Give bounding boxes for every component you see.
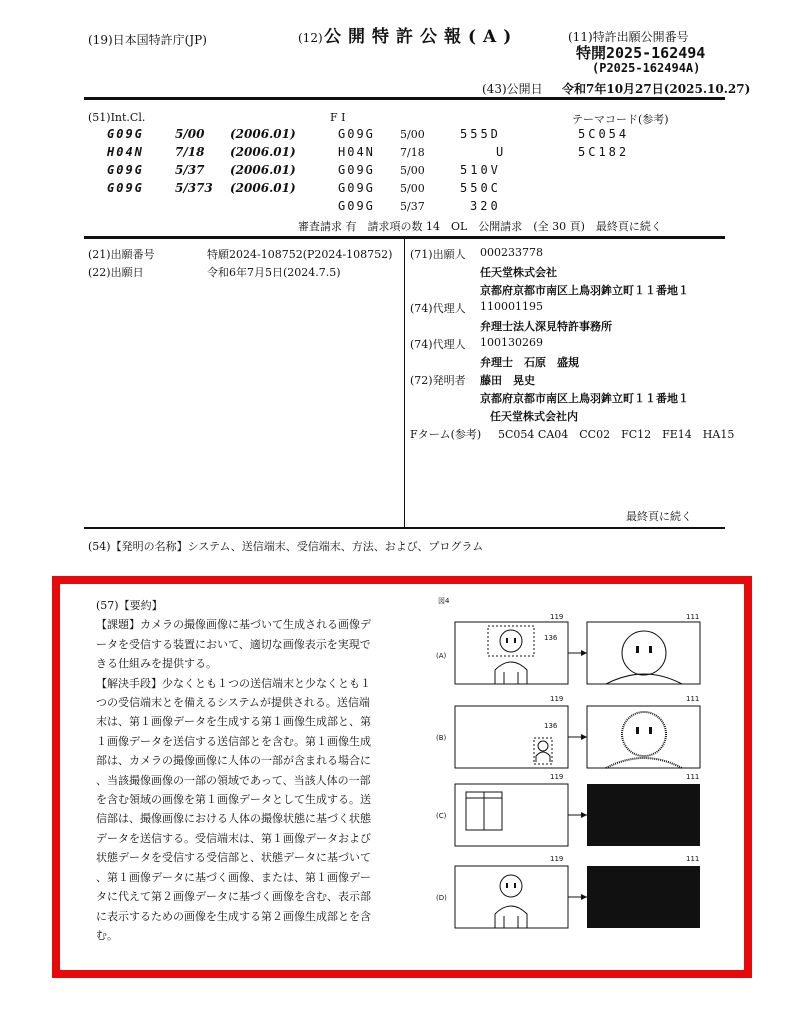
pubdate-label: (43)公開日 xyxy=(482,82,543,96)
ref-111: 111 xyxy=(686,613,700,621)
applicant-id: 000233778 xyxy=(480,246,543,259)
agent-label: (74)代理人 xyxy=(410,338,466,351)
enlarged-head xyxy=(622,712,666,756)
enlarged-shoulders xyxy=(606,758,682,768)
abstract-line: (57)【要約】 xyxy=(96,599,163,612)
ref-119: 119 xyxy=(550,855,564,863)
abstract-line: １画像データを送信する送信部とを含む。第１画像生成 xyxy=(96,734,371,748)
row-label: (B) xyxy=(436,734,447,742)
abstract-highlight-box xyxy=(52,576,752,978)
fterm-codes: 5C054 CA04 CC02 FC12 FE14 HA15 xyxy=(498,428,735,441)
camera-image-frame xyxy=(455,784,568,846)
pubno-label: (11)特許出願公開番号 xyxy=(568,30,689,44)
person-body xyxy=(536,752,550,762)
ref-111: 111 xyxy=(686,773,700,781)
publication-number-alt: (P2025-162494A) xyxy=(592,61,701,75)
patent-page: (19)日本国特許庁(JP) (12) 公開特許公報(A) (11)特許出願公開番号 特開2025-162494 (P2025-162494A) (43)公開日 令和7年10月27日(2025.10.27) (51)Int.Cl. F I テーマコード(参考) G09G 5/00 (2006.01) H04N 7/18 (2006.01) G09G 5/37 (2006.01) G09G 5/373 (2006.01) G09G 5/00 555D H04N 7/18 U G09G 5/00 510V G09G 5/00 550C G09G 5/37 320 5C054 5C182 審査請求 有 請求項の数 14 OL 公開請求 (全 30 頁) 最終頁に続く (21)出願番号 特願2024-108752(P2024-108752) (22)出願日 令和6年7月5日(2024.7.5) (71)出願人 000233778 任天堂株式会社 京都府京都市南区上鳥羽鉾立町１１番地１ (74)代理人 110001195 弁理士法人深見特許事務所 (74)代理人 100130269 弁理士 石原 盛規 (72)発明者 藤田 晃史 京都府京都市南区上鳥羽鉾立町１１番地１ 任天堂株式会社内 Fターム(参考) 5C054 CA04 CC02 FC12 FE14 HA15 最終頁に続く (54)【発明の名称】システム、送信端末、受信端末、方法、および、プログラム (57)【要約】 【課題】カメラの撮像画像に基づいて生成される画像デ ータを受信する装置において、適切な画像表示を実現で きる仕組みを提供する。 【解決手段】少なくとも１つの送信端末と少なくとも１ つの受信端末とを備えるシステムが提供される。送信端 末は、第１画像データを生成する第１画像生成部と、第 １画像データを送信する送信部とを含む。第１画像生成 部は、カメラの撮像画像に人体の一部が含まれる場合に 、当該撮像画像の一部の領域であって、当該人体の一部 を含む領域の画像を第１画像データとして生成する。送 信部は、撮像画像における人体の撮像状態に基づく状態 データを送信する。受信端末は、第１画像データおよび 状態データを受信する受信部と、状態データに基づいて 、第１画像データに基づく画像、または、第１画像デー タに代えて第２画像データに基づく画像を含む、表示部 に表示するための画像を生成する第２画像生成部とを含 む。 図4 (A) (B) (C) (D) 119 111 136 119 111 136 119 111 119 111 xyxy=(0,0,807,1024)
display-frame xyxy=(587,706,700,768)
person-body xyxy=(495,662,527,684)
arrow-head xyxy=(581,734,587,740)
abstract-line: に表示するための画像を生成する第２画像生成部とを含 xyxy=(96,909,371,923)
examination-line: 審査請求 有 請求項の数 14 OL 公開請求 (全 30 頁) 最終頁に続く xyxy=(298,220,662,233)
abstract-line: ータを受信する装置において、適切な画像表示を実現で xyxy=(96,637,371,651)
person-head xyxy=(500,630,522,652)
inventor-label: (72)発明者 xyxy=(410,374,466,387)
abstract-line: 状態データを受信する受信部と、状態データに基づいて xyxy=(96,851,371,865)
applicant-name: 任天堂株式会社 xyxy=(480,266,557,279)
header-rule xyxy=(84,97,725,100)
ref-119: 119 xyxy=(550,695,564,703)
publication-date: 令和7年10月27日(2025.10.27) xyxy=(562,82,751,96)
abstract-line: 【解決手段】少なくとも１つの送信端末と少なくとも１ xyxy=(96,676,371,690)
arrow-head xyxy=(581,650,587,656)
invention-title: (54)【発明の名称】システム、送信端末、受信端末、方法、および、プログラム xyxy=(88,540,484,553)
camera-image-frame xyxy=(455,706,568,768)
parties-rule xyxy=(84,527,725,529)
abstract-line: データを送信する。受信端末は、第１画像データおよび xyxy=(96,831,371,845)
abstract-line: 、第１画像データに基づく画像、または、第１画像デー xyxy=(96,870,371,884)
column-divider xyxy=(404,239,405,527)
figure-drawing xyxy=(60,584,744,970)
agent-name: 弁理士法人深見特許事務所 xyxy=(480,320,612,333)
inventor-address: 京都府京都市南区上鳥羽鉾立町１１番地１ xyxy=(480,392,689,405)
agent-id: 110001195 xyxy=(480,300,543,313)
fi-label: F I xyxy=(330,111,346,124)
int-cl-label: (51)Int.Cl. xyxy=(88,111,146,124)
ref-111: 111 xyxy=(686,855,700,863)
person-head xyxy=(538,741,548,751)
row-label: (A) xyxy=(436,652,447,660)
abstract-line: 、当該撮像画像の一部の領域であって、当該人体の一部 xyxy=(96,773,371,787)
abstract-line: 信部は、撮像画像における人体の撮像状態に基づく状態 xyxy=(96,812,371,826)
enlarged-head xyxy=(622,631,666,675)
fterm-label: Fターム(参考) xyxy=(410,428,482,441)
arrow-head xyxy=(581,812,587,818)
continued-note: 最終頁に続く xyxy=(626,510,692,523)
inventor-name: 藤田 晃史 xyxy=(480,374,535,387)
abstract-line: む。 xyxy=(96,928,118,942)
abstract-line: 【課題】カメラの撮像画像に基づいて生成される画像デ xyxy=(96,618,371,632)
abstract-line: きる仕組みを提供する。 xyxy=(96,657,217,671)
ref-136: 136 xyxy=(544,634,558,642)
appno-label: (21)出願番号 xyxy=(88,248,155,261)
camera-image-frame xyxy=(455,622,568,684)
ref-119: 119 xyxy=(550,613,564,621)
application-number: 特願2024-108752(P2024-108752) xyxy=(207,248,393,261)
abstract-line: を含む領域の画像を第１画像データとして生成する。送 xyxy=(96,793,371,807)
abstract-line: つの受信端末とを備えるシステムが提供される。送信端 xyxy=(96,696,370,710)
agent-id: 100130269 xyxy=(480,336,543,349)
person-head xyxy=(500,875,522,897)
black-screen xyxy=(587,784,700,846)
abstract-line: タに代えて第２画像データに基づく画像を含む、表示部 xyxy=(96,890,371,904)
applicant-address: 京都府京都市南区上鳥羽鉾立町１１番地１ xyxy=(480,284,689,297)
agent-label: (74)代理人 xyxy=(410,302,466,315)
doc-kind-number: (12) xyxy=(298,31,323,45)
abstract-line: 部は、カメラの撮像画像に人体の一部が含まれる場合に xyxy=(96,754,371,768)
ref-111: 111 xyxy=(686,695,700,703)
issuing-office: (19)日本国特許庁(JP) xyxy=(88,33,207,47)
application-date: 令和6年7月5日(2024.7.5) xyxy=(207,266,341,279)
agent-name: 弁理士 石原 盛規 xyxy=(480,356,579,369)
publication-number: 特開2025-162494 xyxy=(576,44,706,62)
black-screen xyxy=(587,866,700,928)
arrow-head xyxy=(581,894,587,900)
applicant-label: (71)出願人 xyxy=(410,248,466,261)
theme-code: 5C182 xyxy=(578,145,630,159)
ref-119: 119 xyxy=(550,773,564,781)
theme-code-label: テーマコード(参考) xyxy=(572,113,669,126)
row-label: (C) xyxy=(436,812,447,820)
appdate-label: (22)出願日 xyxy=(88,266,144,279)
person-body xyxy=(495,906,527,928)
theme-code: 5C054 xyxy=(578,127,630,141)
row-label: (D) xyxy=(436,894,447,902)
figure-label: 図4 xyxy=(438,597,450,605)
doc-kind-title: 公開特許公報(A) xyxy=(324,27,519,47)
inventor-company: 任天堂株式会社内 xyxy=(490,410,578,423)
ref-136: 136 xyxy=(544,722,558,730)
abstract-line: 末は、第１画像データを生成する第１画像生成部と、第 xyxy=(96,715,371,729)
